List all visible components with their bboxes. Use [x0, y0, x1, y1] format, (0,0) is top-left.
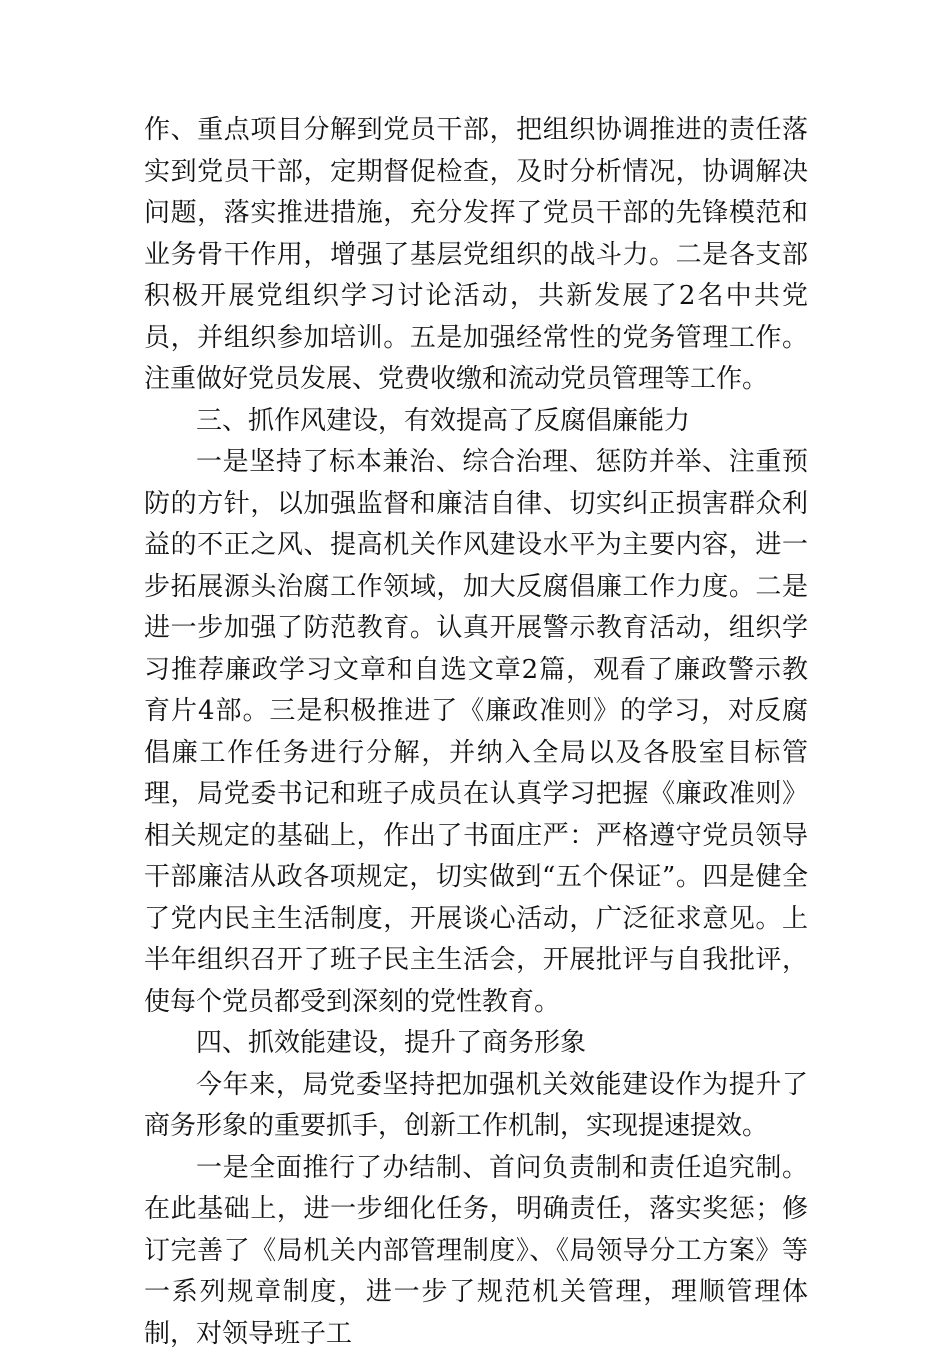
paragraph-anticorruption: 一是坚持了标本兼治、综合治理、惩防并举、注重预防的方针，以加强监督和廉洁自律、切实纠正损害群众利益的不正之风、提高机关作风建设水平为主要内容，进一步拓展源头治腐工作领域，加大反腐倡廉工作力度。二是进一步加强了防范教育。认真开展警示教育活动，组织学习推荐廉政学习文章和自选文章2篇，观看了廉政警示教育片4部。三是积极推进了《廉政准则》的学习，对反腐倡廉工作任务进行分解，并纳入全局以及各股室目标管理，局党委书记和班子成员在认真学习把握《廉政准则》相关规定的基础上，作出了书面庄严：严格遵守党员领导干部廉洁从政各项规定，切实做到“五个保证”。四是健全了党内民主生活制度，开展谈心活动，广泛征求意见。上半年组织召开了班子民主生活会，开展批评与自我批评，使每个党员都受到深刻的党性教育。 [144, 442, 808, 1023]
section-heading-four: 四、抓效能建设，提升了商务形象 [144, 1023, 808, 1065]
paragraph-continuation: 作、重点项目分解到党员干部，把组织协调推进的责任落实到党员干部，定期督促检查，及时分析情况，协调解决问题，落实推进措施，充分发挥了党员干部的先锋模范和业务骨干作用，增强了基层党组织的战斗力。二是各支部积极开展党组织学习讨论活动，共新发展了2名中共党员，并组织参加培训。五是加强经常性的党务管理工作。注重做好党员发展、党费收缴和流动党员管理等工作。 [144, 110, 808, 401]
document-body [144, 110, 808, 1355]
paragraph-efficiency-intro: 今年来，局党委坚持把加强机关效能建设作为提升了商务形象的重要抓手，创新工作机制，实现提速提效。 [144, 1065, 808, 1148]
paragraph-efficiency-measures: 一是全面推行了办结制、首问负责制和责任追究制。在此基础上，进一步细化任务，明确责任，落实奖惩；修订完善了《局机关内部管理制度》、《局领导分工方案》等一系列规章制度，进一步了规范机关管理，理顺管理体制，对领导班子工 [144, 1148, 808, 1355]
section-heading-three: 三、抓作风建设，有效提高了反腐倡廉能力 [144, 401, 808, 443]
